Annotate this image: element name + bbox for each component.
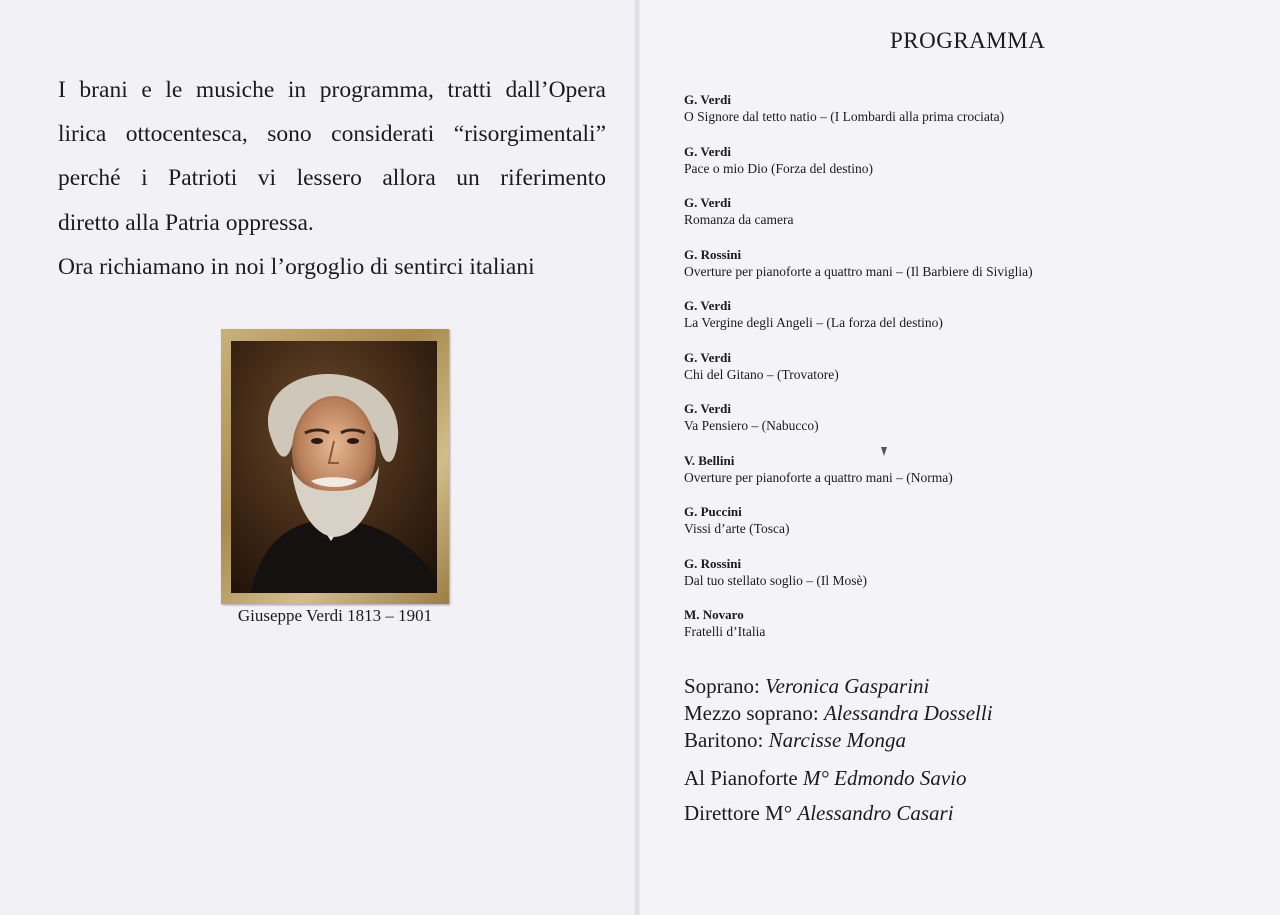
program-item bbox=[684, 607, 1104, 659]
program-item bbox=[684, 556, 1104, 608]
performer-pianoforte bbox=[684, 765, 1104, 792]
composer-name: G. Verdi bbox=[684, 143, 731, 159]
composer-name: G. Puccini bbox=[684, 504, 742, 519]
performer-role: Al Pianoforte bbox=[684, 766, 803, 790]
composer-name: G. Verdi bbox=[684, 92, 731, 107]
composer-name: G. Verdi bbox=[684, 401, 731, 416]
program-item bbox=[684, 92, 1104, 144]
program-item bbox=[684, 144, 1104, 196]
composer-name: V. Bellini bbox=[684, 452, 735, 468]
program-item bbox=[684, 453, 1104, 505]
piece-title: La Vergine degli Angeli – (La forza del destino) bbox=[684, 315, 943, 330]
performer-name: Alessandra Dosselli bbox=[823, 701, 993, 725]
portrait-caption: Giuseppe Verdi 1813 – 1901 bbox=[237, 606, 433, 625]
performer-baritono bbox=[684, 727, 1104, 754]
program-item bbox=[684, 298, 1104, 350]
piece-title: Overture per pianoforte a quattro mani – (Norma) bbox=[684, 469, 953, 485]
performer-role: Baritono: bbox=[684, 728, 769, 752]
piece-title: Fratelli d’Italia bbox=[684, 624, 766, 639]
program-item bbox=[684, 247, 1104, 299]
performer-name: Narcisse Monga bbox=[768, 728, 907, 752]
program-list bbox=[684, 92, 1104, 659]
intro-line: perché i Patrioti vi lessero allora un riferimento bbox=[58, 165, 606, 192]
piece-title: O Signore dal tetto natio – (I Lombardi alla prima crociata) bbox=[684, 109, 1005, 124]
program-title: PROGRAMMA bbox=[890, 28, 1046, 53]
performer-name: Veronica Gasparini bbox=[765, 674, 930, 698]
composer-name: G. Rossini bbox=[684, 555, 742, 571]
piece-title: Vissi d’arte (Tosca) bbox=[684, 521, 790, 536]
performer-mezzo-soprano bbox=[684, 700, 1104, 727]
intro-line: I brani e le musiche in programma, tratti dall’Opera bbox=[58, 77, 606, 103]
piece-title: Pace o mio Dio (Forza del destino) bbox=[684, 160, 873, 176]
composer-name: G. Rossini bbox=[684, 246, 742, 262]
composer-name: G. Verdi bbox=[684, 298, 731, 313]
performer-direttore bbox=[684, 800, 1104, 827]
intro-line: lirica ottocentesca, sono considerati “risorgimentali” bbox=[58, 121, 606, 148]
piece-title: Chi del Gitano – (Trovatore) bbox=[684, 366, 839, 382]
left-page bbox=[0, 0, 638, 915]
piece-title: Overture per pianoforte a quattro mani – (Il Barbiere di Siviglia) bbox=[684, 263, 1033, 279]
piece-title: Romanza da camera bbox=[684, 212, 794, 227]
performers-block bbox=[684, 673, 1104, 827]
verdi-portrait bbox=[231, 341, 437, 593]
program-item bbox=[684, 401, 1104, 453]
performer-role: Mezzo soprano: bbox=[684, 701, 824, 725]
program-item bbox=[684, 504, 1104, 556]
performer-name: Alessandro Casari bbox=[797, 801, 954, 825]
piece-title: Va Pensiero – (Nabucco) bbox=[684, 418, 819, 433]
piece-title: Dal tuo stellato soglio – (Il Mosè) bbox=[684, 572, 867, 588]
composer-name: M. Novaro bbox=[684, 607, 744, 622]
intro-line: Ora richiamano in noi l’orgoglio di sentirci italiani bbox=[58, 253, 535, 280]
program-item bbox=[684, 350, 1104, 402]
composer-name: G. Verdi bbox=[684, 349, 731, 365]
program-item bbox=[684, 195, 1104, 247]
intro-paragraph bbox=[58, 68, 606, 289]
mouse-cursor-icon bbox=[881, 447, 887, 456]
performer-name: M° Edmondo Savio bbox=[802, 766, 967, 790]
performer-role: Soprano: bbox=[684, 674, 766, 698]
intro-line: diretto alla Patria oppressa. bbox=[58, 209, 314, 236]
performer-soprano bbox=[684, 673, 1104, 700]
portrait-frame bbox=[221, 329, 449, 604]
composer-name: G. Verdi bbox=[684, 195, 731, 210]
performer-role: Direttore M° bbox=[684, 801, 798, 825]
